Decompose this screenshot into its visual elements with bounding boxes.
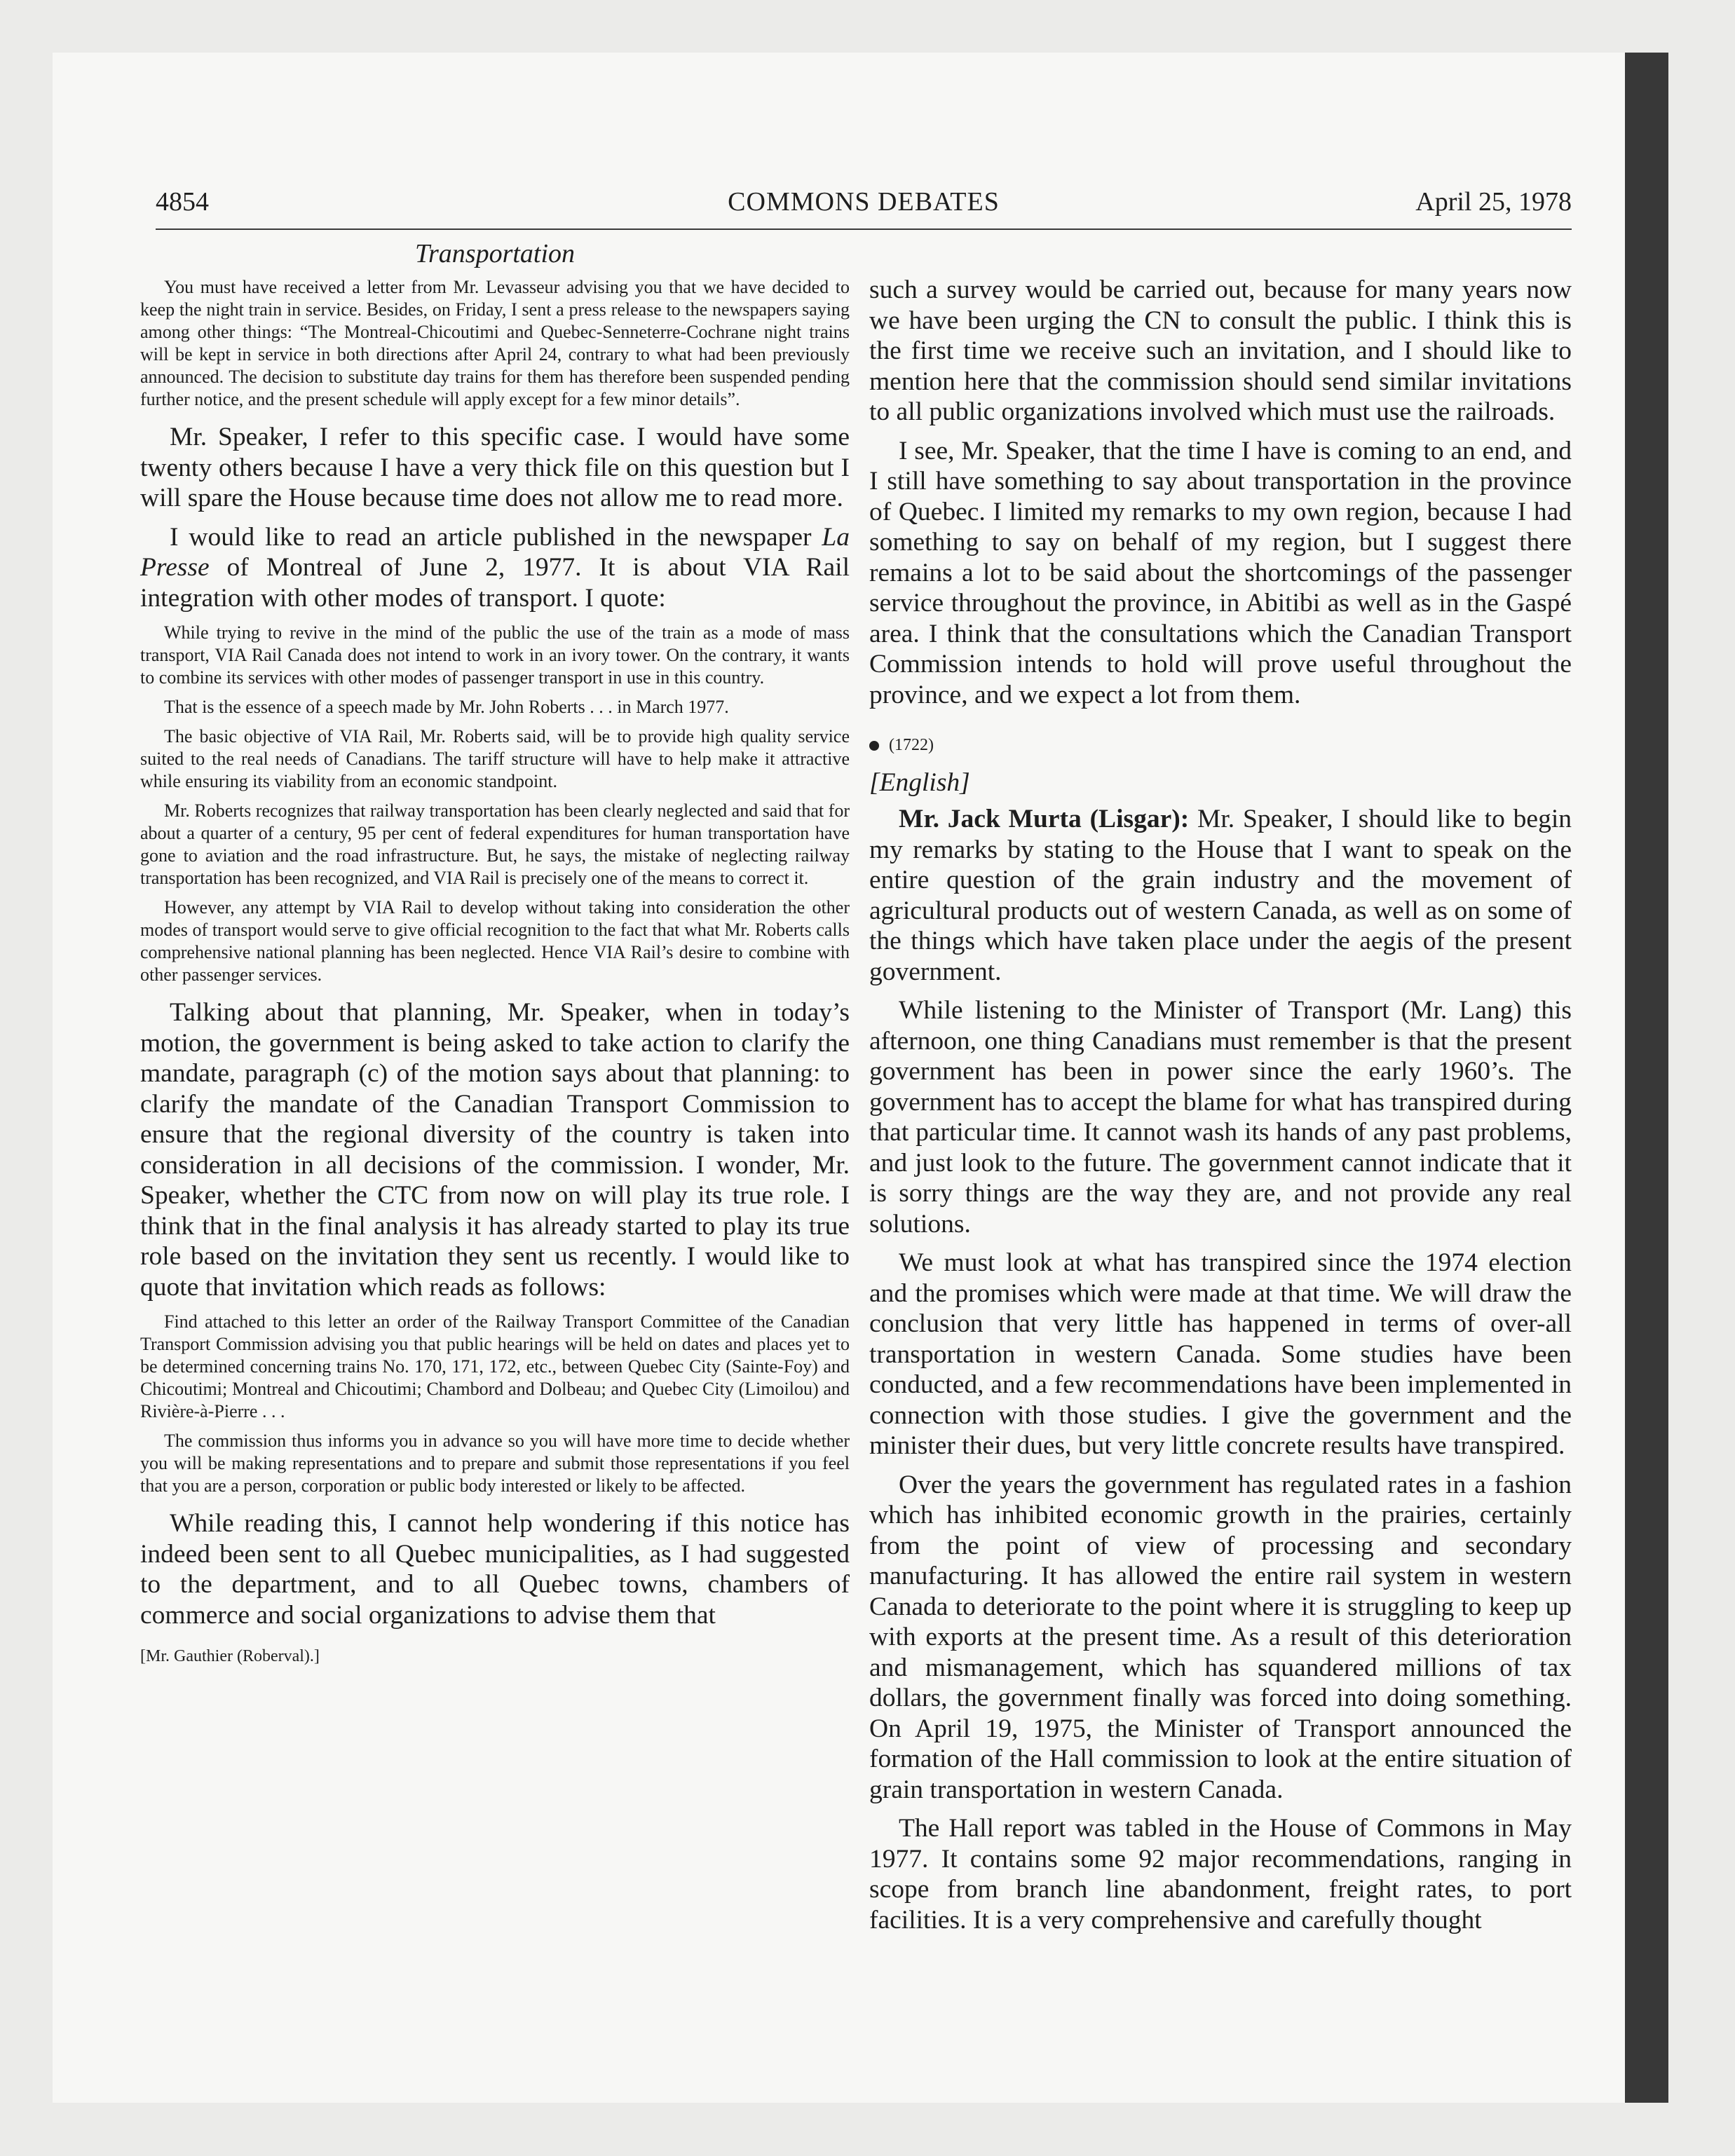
language-tag: [English] (869, 768, 970, 797)
paragraph-text: of Montreal of June 2, 1977. It is about VIA Rail integration with other modes of transport. I quote: (140, 553, 850, 613)
newspaper-name: La Presse (140, 522, 850, 582)
speech-paragraph: such a survey would be carried out, because for many years now we have been urging the CN to consult the public. I think this is the first time we receive such an invitation, and I should like to mention here that the commission should send similar invitations to all public organizations involved which must use the railroads. (869, 275, 1572, 426)
speech-paragraph: I see, Mr. Speaker, that the time I have is coming to an end, and I still have something to say about transportation in the province of Quebec. I limited my remarks to my own region, because I had something to say on behalf of my region, but I suggest there remains a lot to be said about the shortcomings of the passenger service throughout the province, in Abitibi as well as in the Gaspé area. I think that the consultations which the Canadian Transport Commission intends to hold will prove useful throughout the province, and we expect a lot from them. (869, 436, 1572, 709)
quoted-invitation-paragraph: Find attached to this letter an order of the Railway Transport Committee of the Canadian Transport Commission advising you that public hearings will be held on dates and places yet to be determined concerning trains No. 170, 171, 172, etc., between Quebec City (Sainte-Foy) and Chicoutimi; Montreal and Chicoutimi; Chambord and Dolbeau; and Quebec City (Limoilou) and Rivière-à-Pierre . . . (140, 1311, 850, 1421)
speech-paragraph: Talking about that planning, Mr. Speaker, when in today’s motion, the government is being asked to take action to clarify the mandate, paragraph (c) of the motion says about that planning: to clarify the mandate of the Canadian Transport Commission to ensure that the regional diversity of the country is taken into consideration in all decisions of the commission. I wonder, Mr. Speaker, whether the CTC from now on will play its true role. I think that in the final analysis it has already started to play its true role based on the invitation they sent us recently. I would like to quote that invitation which reads as follows: (140, 998, 850, 1302)
speech-paragraph (869, 804, 1572, 987)
speech-paragraph: Over the years the government has regulated rates in a fashion which has inhibited economic growth in the prairies, certainly from the point of view of processing and secondary manufacturing. It has allowed the entire rail system in western Canada to deteriorate to the point where it is struggling to keep up with exports at the present time. As a result of this deterioration and mismanagement, which has squandered millions of tax dollars, the government finally was forced into doing something. On April 19, 1975, the Minister of Transport announced the formation of the Hall commission to look at the entire situation of grain transportation in western Canada. (869, 1470, 1572, 1804)
speaker-name: Mr. Jack Murta (Lisgar): (899, 805, 1190, 833)
quoted-article-paragraph: Mr. Roberts recognizes that railway transportation has been clearly neglected and said that for about a quarter of a century, 95 per cent of federal expenditures for human transportation have gone to aviation and the road infrastructure. But, he says, the mistake of neglecting railway transportation has been recognized, and VIA Rail is precisely one of the means to correct it. (140, 800, 850, 888)
quoted-article-paragraph: However, any attempt by VIA Rail to develop without taking into consideration the other modes of transport would serve to give official recognition to the fact that what Mr. Roberts calls comprehensive national planning has been neglected. Hence VIA Rail’s desire to combine with other passenger services. (140, 897, 850, 985)
paragraph-text: Mr. Speaker, I should like to begin my remarks by stating to the House that I want to speak on the entire question of the grain industry and the movement of agricultural products out of western Canada, as well as on some of the things which have taken place under the aegis of the present government. (869, 805, 1572, 986)
speech-paragraph: While listening to the Minister of Transport (Mr. Lang) this afternoon, one thing Canadians must remember is that the present government has been in power since the early 1960’s. The government has to accept the blame for what has transpired during that particular time. It cannot wash its hands of any past problems, and just look to the future. The government cannot indicate that it is sorry things are the way they are, and not provide any real solutions. (869, 996, 1572, 1239)
speech-paragraph: The Hall report was tabled in the House of Commons in May 1977. It contains some 92 major recommendations, ranging in scope from branch line abandonment, freight rates, to port facilities. It is a very comprehensive and carefully thought (869, 1814, 1572, 1935)
right-column (869, 237, 1572, 1944)
page-header (156, 184, 1572, 230)
bullet-icon (869, 741, 879, 751)
section-title: Transportation (414, 239, 576, 268)
quoted-article-paragraph: That is the essence of a speech made by Mr. John Roberts . . . in March 1977. (164, 697, 729, 717)
left-column (140, 237, 850, 1668)
quoted-letter-paragraph: You must have received a letter from Mr. Levasseur advising you that we have decided to keep the night train in service. Besides, on Friday, I sent a press release to the newspapers saying among other things: “The Montreal-Chicoutimi and Quebec-Senneterre-Cochrane night trains will be kept in service in both directions after April 24, contrary to what had been previously announced. The decision to substitute day trains for them has therefore been suspended pending further notice, and the present schedule will apply except for a few minor details”. (140, 277, 850, 409)
speech-paragraph (140, 522, 850, 614)
paragraph-text: I would like to read an article published in the newspaper (170, 522, 822, 552)
page-number: 4854 (156, 187, 209, 217)
speaker-attribution: [Mr. Gauthier (Roberval).] (140, 1647, 320, 1665)
quoted-article-paragraph: While trying to revive in the mind of the public the use of the train as a mode of mass transport, VIA Rail Canada does not intend to work in an ivory tower. On the contrary, it wants to combine its services with other modes of passenger transport in use in this country. (140, 622, 850, 688)
scan-edge-bar (1625, 53, 1668, 2103)
header-date: April 25, 1978 (1415, 187, 1572, 217)
timestamp: (1722) (889, 736, 934, 754)
speech-paragraph: Mr. Speaker, I refer to this specific case. I would have some twenty others because I have a very thick file on this question but I will spare the House because time does not allow me to read more. (140, 423, 850, 512)
quoted-article-paragraph: The basic objective of VIA Rail, Mr. Roberts said, will be to provide high quality service suited to the real needs of Canadians. The tariff structure will have to help make it attractive while ensuring its viability from an economic standpoint. (140, 726, 850, 791)
speech-paragraph: While reading this, I cannot help wondering if this notice has indeed been sent to all Quebec municipalities, as I had suggested to the department, and to all Quebec towns, chambers of commerce and social organizations to advise them that (140, 1509, 850, 1630)
quoted-invitation-paragraph: The commission thus informs you in advance so you will have more time to decide whether you will be making representations and to prepare and submit those representations if you feel that you are a person, corporation or public body interested or likely to be affected. (140, 1431, 850, 1496)
publication-title: COMMONS DEBATES (728, 187, 1000, 217)
timestamp-line (869, 731, 1572, 759)
speech-paragraph: We must look at what has transpired since the 1974 election and the promises which were made at that time. We will draw the conclusion that very little has happened in terms of over-all transportation in western Canada. Some studies have been conducted, and a few recommendations have been implemented in connection with those studies. I give the government and the minister their dues, but very little concrete results have transpired. (869, 1248, 1572, 1460)
